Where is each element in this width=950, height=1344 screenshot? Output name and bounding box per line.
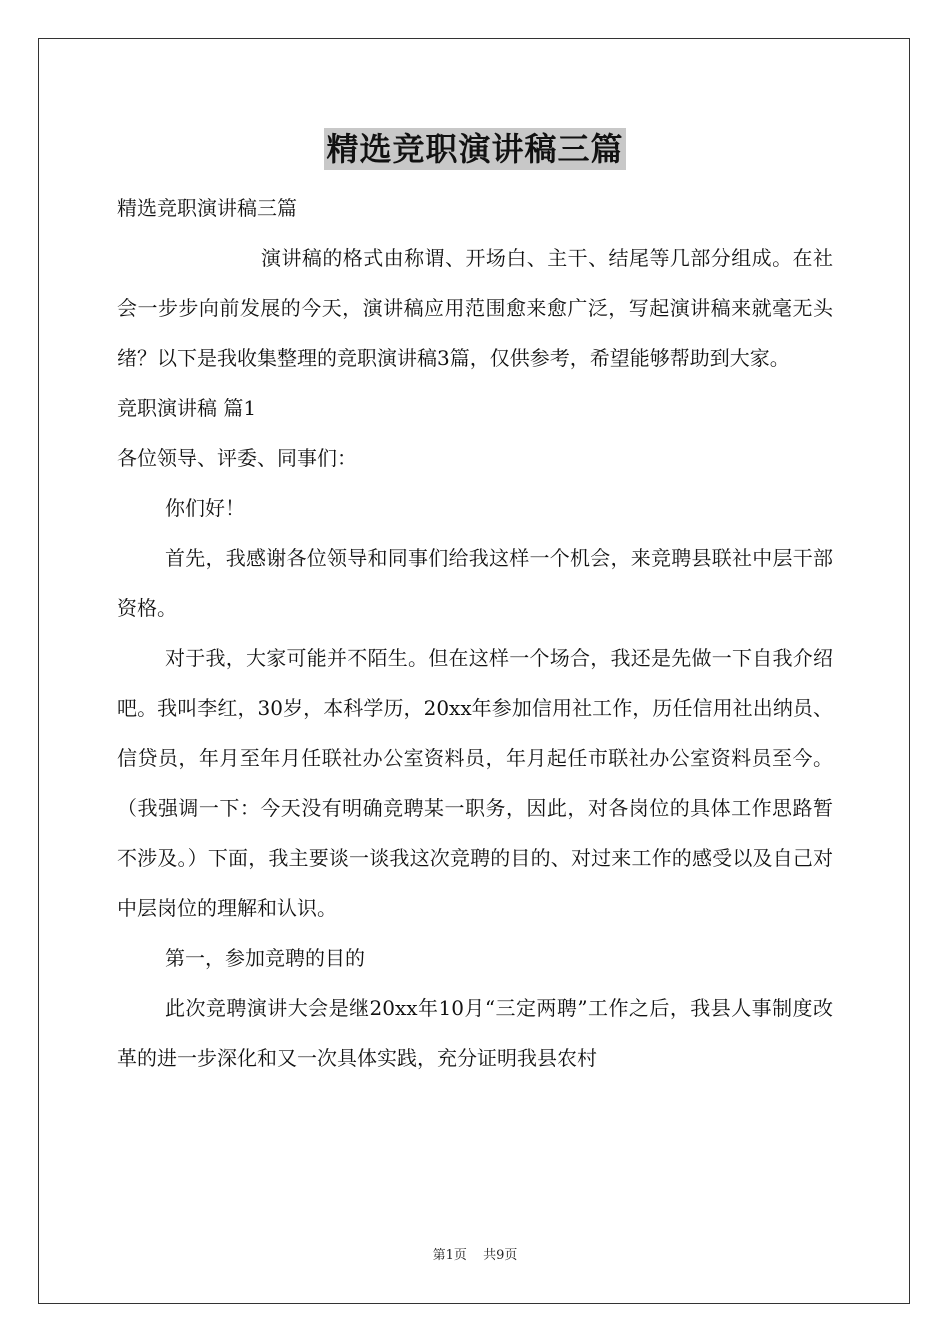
document-title: 精选竞职演讲稿三篇 [326,130,624,168]
body-paragraph: 此次竞聘演讲大会是继20xx年10月“三定两聘”工作之后，我县人事制度改革的进一步深化和又一次具体实践，充分证明我县农村 [117,996,833,1070]
salutation: 各位领导、评委、同事们： [117,446,357,470]
body-paragraph: 对于我，大家可能并不陌生。但在这样一个场合，我还是先做一下自我介绍吧。我叫李红，30岁，本科学历，20xx年参加信用社工作，历任信用社出纳员、信贷员，年月至年月任联社办公室资料员，年月起任市联社办公室资料员至今。（我强调一下：今天没有明确竞聘某一职务，因此，对各岗位的具体工作思路暂不涉及。）下面，我主要谈一谈我这次竞聘的目的、对过来工作的感受以及自己对中层岗位的理解和认识。 [117,646,833,920]
body-paragraph: 首先，我感谢各位领导和同事们给我这样一个机会，来竞聘县联社中层干部资格。 [117,546,833,620]
page-footer [0,1244,950,1263]
subtitle-paragraph: 精选竞职演讲稿三篇 [117,196,297,220]
page-number: 第1页 [432,1248,467,1263]
intro-paragraph: 演讲稿的格式由称谓、开场白、主干、结尾等几部分组成。在社会一步步向前发展的今天，演讲稿应用范围愈来愈广泛，写起演讲稿来就毫无头绪？以下是我收集整理的竞职演讲稿3篇，仅供参考，希望能够帮助到大家。 [117,246,833,370]
subsection-heading: 第一，参加竞聘的目的 [165,946,365,970]
section-heading: 竞职演讲稿 篇1 [117,396,257,420]
title-container [0,128,950,170]
document-body [117,183,833,1083]
greeting: 你们好！ [165,496,245,520]
total-pages: 共9页 [483,1248,518,1263]
